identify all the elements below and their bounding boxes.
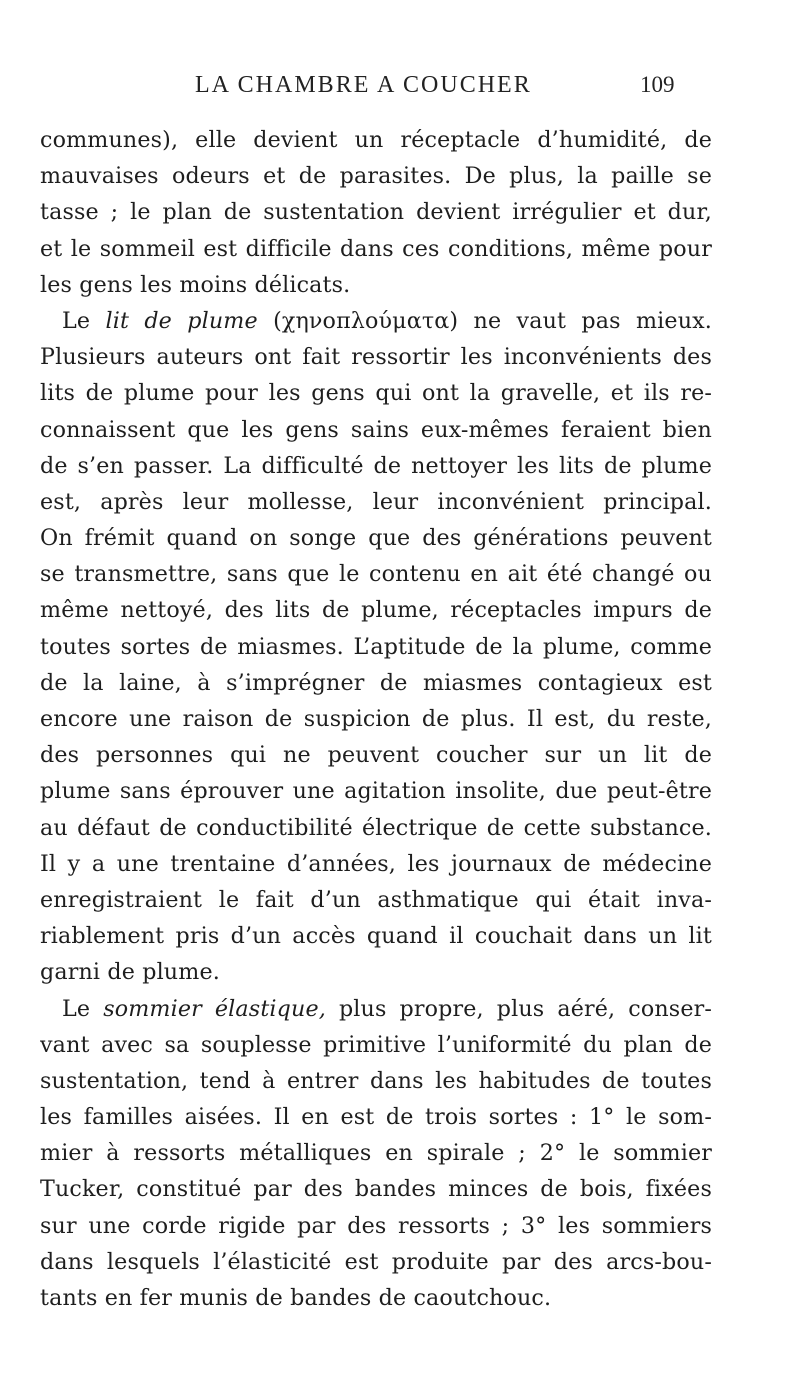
page-header [0, 72, 800, 106]
text-line: On frémit quand on songe que des générations peuvent [40, 525, 712, 552]
text-line: les familles aisées. Il en est de trois sortes : 1° le som- [40, 1104, 712, 1131]
text-line: tants en fer munis de bandes de caoutchouc. [40, 1285, 552, 1311]
text-line: de s’en passer. La difficulté de nettoyer les lits de plume [40, 452, 712, 479]
text-line: garni de plume. [40, 959, 220, 986]
text-line: sustentation, tend à entrer dans les habitudes de toutes [40, 1067, 712, 1094]
body-text [40, 122, 712, 1316]
paragraph-sommier-elastique [40, 991, 712, 1317]
text-line: Il y a une trentaine d’années, les journaux de médecine [40, 850, 712, 877]
text-line: les gens les moins délicats. [40, 271, 351, 298]
text-line: communes), elle devient un réceptacle d’humidité, de [40, 127, 712, 153]
paragraph-lit-de-plume [40, 303, 712, 991]
text-segment: plus propre, plus aéré, conser- [325, 995, 712, 1022]
paragraph-humidity [40, 122, 712, 303]
text-line: se transmettre, sans que le contenu en ait été changé ou [40, 561, 712, 588]
italic-term: sommier élastique, [103, 995, 326, 1022]
text-line: lits de plume pour les gens qui ont la gravelle, et ils re- [40, 380, 712, 407]
text-line: mauvaises odeurs et de parasites. De plus, la paille se [40, 163, 712, 190]
italic-term: lit de plume [105, 307, 258, 334]
text-line: riablement pris d’un accès quand il couchait dans un lit [40, 923, 712, 950]
text-line: au défaut de conductibilité électrique de cette substance. [40, 814, 712, 841]
text-line: vant avec sa souplesse primitive l’uniformité du plan de [40, 1031, 712, 1058]
text-line: sur une corde rigide par des ressorts ; 3° les sommiers [40, 1212, 712, 1239]
text-line: enregistraient le fait d’un asthmatique qui était inva- [40, 886, 712, 913]
text-line: des personnes qui ne peuvent coucher sur un lit de [40, 742, 712, 769]
text-line: toutes sortes de miasmes. L’aptitude de la plume, comme [40, 633, 712, 660]
text-line: et le sommeil est difficile dans ces conditions, même pour [40, 235, 712, 262]
text-line: dans lesquels l’élasticité est produite par des arcs-bou- [40, 1248, 712, 1275]
text-line [40, 991, 712, 1027]
text-line: encore une raison de suspicion de plus. Il est, du reste, [40, 706, 712, 732]
text-line: plume sans éprouver une agitation insolite, due peut-être [40, 778, 712, 805]
text-line: de la laine, à s’imprégner de miasmes contagieux est [40, 669, 712, 696]
text-line: Plusieurs auteurs ont fait ressortir les inconvénients des [40, 344, 712, 371]
page-number: 109 [640, 72, 675, 97]
text-segment: Le [62, 307, 106, 334]
text-line [40, 303, 712, 339]
text-line: connaissent que les gens sains eux-mêmes feraient bien [40, 416, 712, 443]
text-line: tasse ; le plan de sustentation devient irrégulier et dur, [40, 199, 712, 226]
text-line: Tucker, constitué par des bandes minces de bois, fixées [40, 1176, 712, 1203]
text-segment: Le [62, 995, 104, 1022]
text-line: mier à ressorts métalliques en spirale ; 2° le sommier [40, 1140, 712, 1167]
text-line: est, après leur mollesse, leur inconvénient principal. [40, 488, 712, 515]
text-segment: (χηνοπλούματα) ne vaut pas mieux. [257, 307, 712, 334]
running-title: LA CHAMBRE A COUCHER [195, 72, 532, 98]
text-line: même nettoyé, des lits de plume, réceptacles impurs de [40, 597, 712, 624]
